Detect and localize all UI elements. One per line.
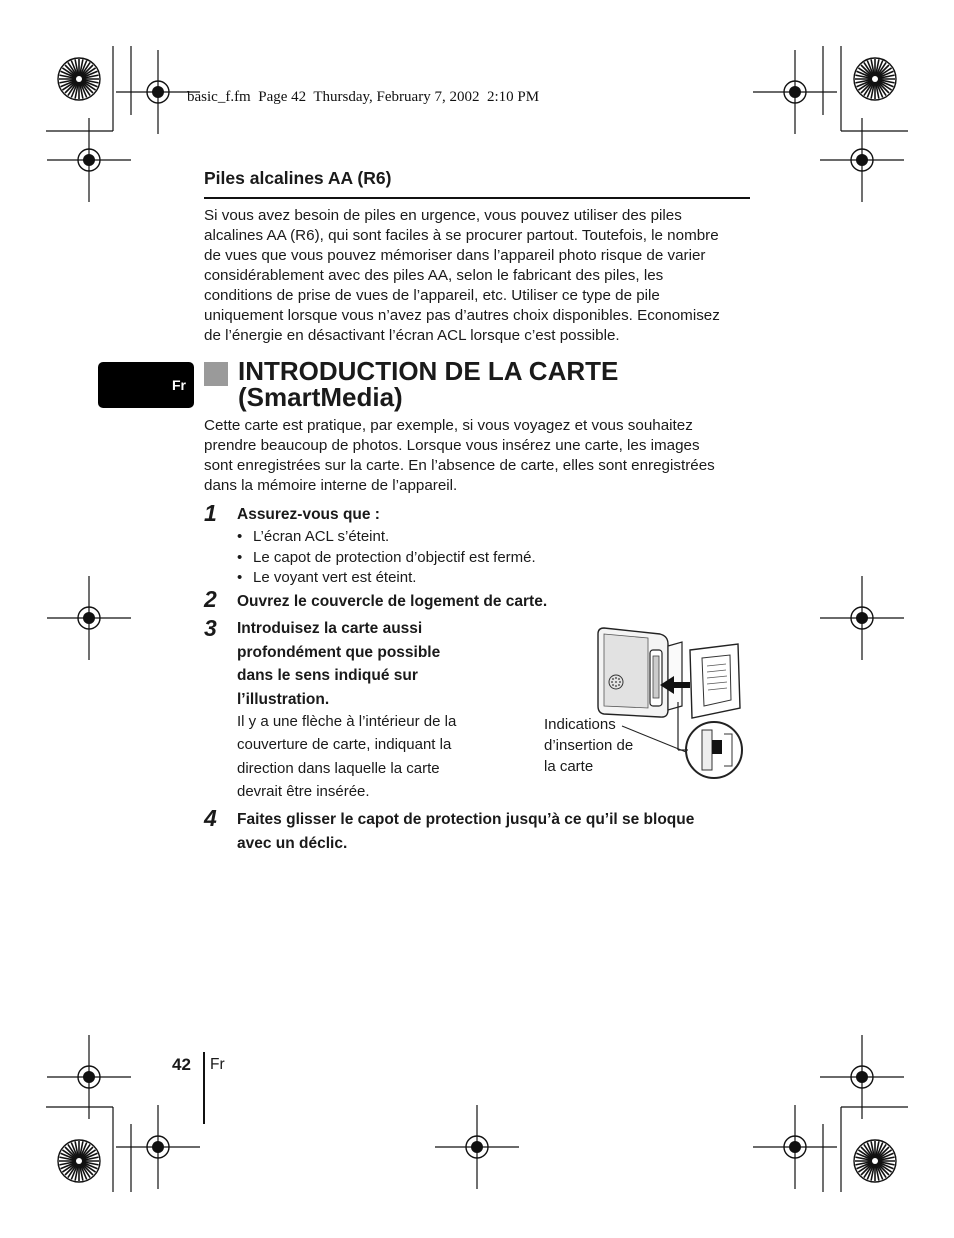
- batteries-line: uniquement lorsque vous n’avez pas d’autres choix disponibles. Economisez: [204, 307, 720, 324]
- intro-line: dans la mémoire interne de l’appareil.: [204, 477, 458, 494]
- figure-caption: [544, 714, 664, 777]
- batteries-line: considérablement avec des piles AA, selon le fabricant des piles, les: [204, 267, 664, 284]
- caption-line: la carte: [544, 758, 594, 775]
- section-title-line: (SmartMedia): [238, 382, 403, 412]
- step-line: l’illustration.: [237, 690, 330, 708]
- step-line: Ouvrez le couvercle de logement de carte.: [237, 593, 548, 610]
- note-line: devrait être insérée.: [237, 782, 370, 800]
- batteries-line: conditions de prise de vues de l’appareil, etc. Utiliser ce type de pile: [204, 287, 660, 304]
- step-number: 4: [204, 805, 217, 831]
- section-marker: [204, 362, 228, 386]
- bullet-text: L’écran ACL s’éteint.: [253, 528, 390, 545]
- caption-line: Indications: [544, 716, 616, 733]
- intro-line: Cette carte est pratique, par exemple, si vous voyagez et vous souhaitez: [204, 417, 693, 434]
- step-line: Assurez-vous que :: [237, 506, 380, 523]
- step-line: Faites glisser le capot de protection jusqu’à ce qu’il se bloque: [237, 811, 695, 828]
- note-line: direction dans laquelle la carte: [237, 759, 440, 777]
- language-tab: Fr: [98, 362, 194, 408]
- footer-divider: [203, 1052, 205, 1124]
- step-text: [237, 808, 757, 855]
- bullet-text: Le capot de protection d’objectif est fermé.: [253, 548, 536, 566]
- step-number: 2: [204, 586, 217, 612]
- bullet-text: Le voyant vert est éteint.: [253, 569, 417, 586]
- file-info-header: basic_f.fm Page 42 Thursday, February 7, 2002 2:10 PM: [187, 89, 540, 105]
- list-item: • Le capot de protection d’objectif est fermé.: [237, 548, 536, 566]
- footer-language: Fr: [210, 1056, 225, 1073]
- step-line: avec un déclic.: [237, 834, 348, 852]
- step-line: dans le sens indiqué sur: [237, 667, 418, 684]
- intro-line: prendre beaucoup de photos. Lorsque vous insérez une carte, les images: [204, 437, 700, 454]
- section-intro: [204, 416, 752, 496]
- batteries-line: de vues que vous pouvez mémoriser dans l’appareil photo risque de varier: [204, 247, 706, 264]
- batteries-paragraph: [204, 206, 752, 346]
- note-line: Il y a une flèche à l’intérieur de la: [237, 713, 457, 730]
- caption-line: d’insertion de: [544, 737, 634, 754]
- step-text: [237, 617, 440, 711]
- batteries-line: Si vous avez besoin de piles en urgence, vous pouvez utiliser des piles: [204, 207, 682, 224]
- note-line: couverture de carte, indiquant la: [237, 736, 452, 754]
- section-title: [238, 358, 758, 410]
- step-number: 3: [204, 615, 217, 641]
- batteries-line: alcalines AA (R6), qui sont faciles à se procurer partout. Toutefois, le nombre: [204, 227, 719, 244]
- page-number: 42: [172, 1055, 191, 1074]
- intro-line: sont enregistrées sur la carte. En l’absence de carte, elles sont enregistrées: [204, 457, 715, 474]
- batteries-line: de l’énergie en désactivant l’écran ACL lorsque c’est possible.: [204, 327, 620, 344]
- step-line: Introduisez la carte aussi: [237, 620, 423, 637]
- step-number: 1: [204, 500, 217, 526]
- step1-bullet-list: [237, 527, 536, 589]
- list-item: • L’écran ACL s’éteint.: [237, 528, 390, 545]
- step-line: profondément que possible: [237, 643, 441, 661]
- step3-note: [237, 710, 487, 803]
- list-item: • Le voyant vert est éteint.: [237, 569, 417, 586]
- section-title-line: INTRODUCTION DE LA CARTE: [238, 356, 619, 386]
- batteries-heading: Piles alcalines AA (R6): [204, 168, 750, 199]
- step-text: [237, 503, 380, 527]
- step-text: [237, 590, 547, 614]
